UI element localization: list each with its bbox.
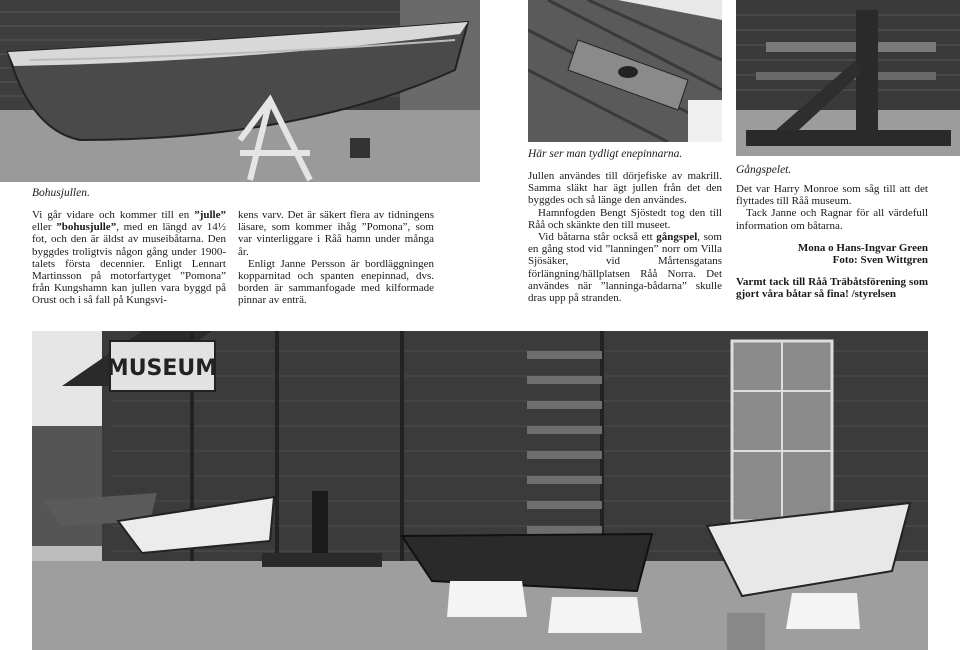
signature-photo: Foto: Sven Wittgren bbox=[832, 254, 928, 267]
paragraph: Hamnfogden Bengt Sjöstedt tog den till Råå och skänkte den till museet. bbox=[528, 206, 722, 231]
paragraph: Vid båtarna står också ett gångspel, som en gång stod vid ”lanningen” norr om Villa Sjösäker, vid Mårtensgatans förlängning/hällplatsen Råå Norra. Det användes när ”lanninga-bådarna” skulle dras upp på stranden. bbox=[528, 231, 722, 305]
signature-authors: Mona o Hans-Ingvar Green bbox=[797, 241, 928, 254]
paragraph: kens varv. Det är säkert flera av tidningens läsare, som kommer ihåg ”Pomona”, som var vinterliggare i Råå hamn under många år. bbox=[238, 209, 434, 258]
photo-gangspel bbox=[736, 0, 960, 156]
caption-enepinnarna: Här ser man tydligt enepinnarna. bbox=[528, 148, 683, 160]
text-column-1 bbox=[32, 209, 226, 307]
photo-bohusjulle bbox=[0, 0, 480, 182]
paragraph: Jullen användes till dörjefiske av makrill. Samma släkt har ägt jullen från det den byggdes och så länge den användes. bbox=[528, 170, 722, 207]
paragraph: Vi går vidare och kommer till en ”julle” eller ”bohusjulle”, med en längd av 14½ fot, och den är äldst av museibåtarna. Den byggdes troligtvis någon gång under 1900-talets första decennier. Enligt Lennart Martinsson på motorfartyget ”Pomona” från Kungshamn kan jullen vara byggd på Orust och i så fall på Kungsvi- bbox=[32, 209, 226, 307]
text-column-4 bbox=[736, 183, 928, 301]
paragraph: Tack Janne och Ragnar för all värdefull information om båtarna. bbox=[736, 207, 928, 232]
museum-sign: MUSEUM bbox=[106, 356, 218, 381]
caption-gangspelet: Gångspelet. bbox=[736, 164, 792, 176]
text-column-2 bbox=[238, 209, 434, 307]
photo-enepinnar bbox=[528, 0, 722, 142]
text-column-3 bbox=[528, 170, 722, 304]
thanks-note: Varmt tack till Råå Träbåtsförening som gjort våra båtar så fina! /styrelsen bbox=[736, 276, 928, 301]
photo-museum bbox=[32, 331, 928, 650]
paragraph: Enligt Janne Persson är bordläggningen kopparnitad och spanten enepinnad, dvs. borden är sammanfogade med kilformade pinnar av enträ. bbox=[238, 257, 434, 307]
paragraph: Det var Harry Monroe som såg till att det flyttades till Råå museum. bbox=[736, 183, 928, 208]
caption-bohusjullen: Bohusjullen. bbox=[32, 187, 90, 199]
